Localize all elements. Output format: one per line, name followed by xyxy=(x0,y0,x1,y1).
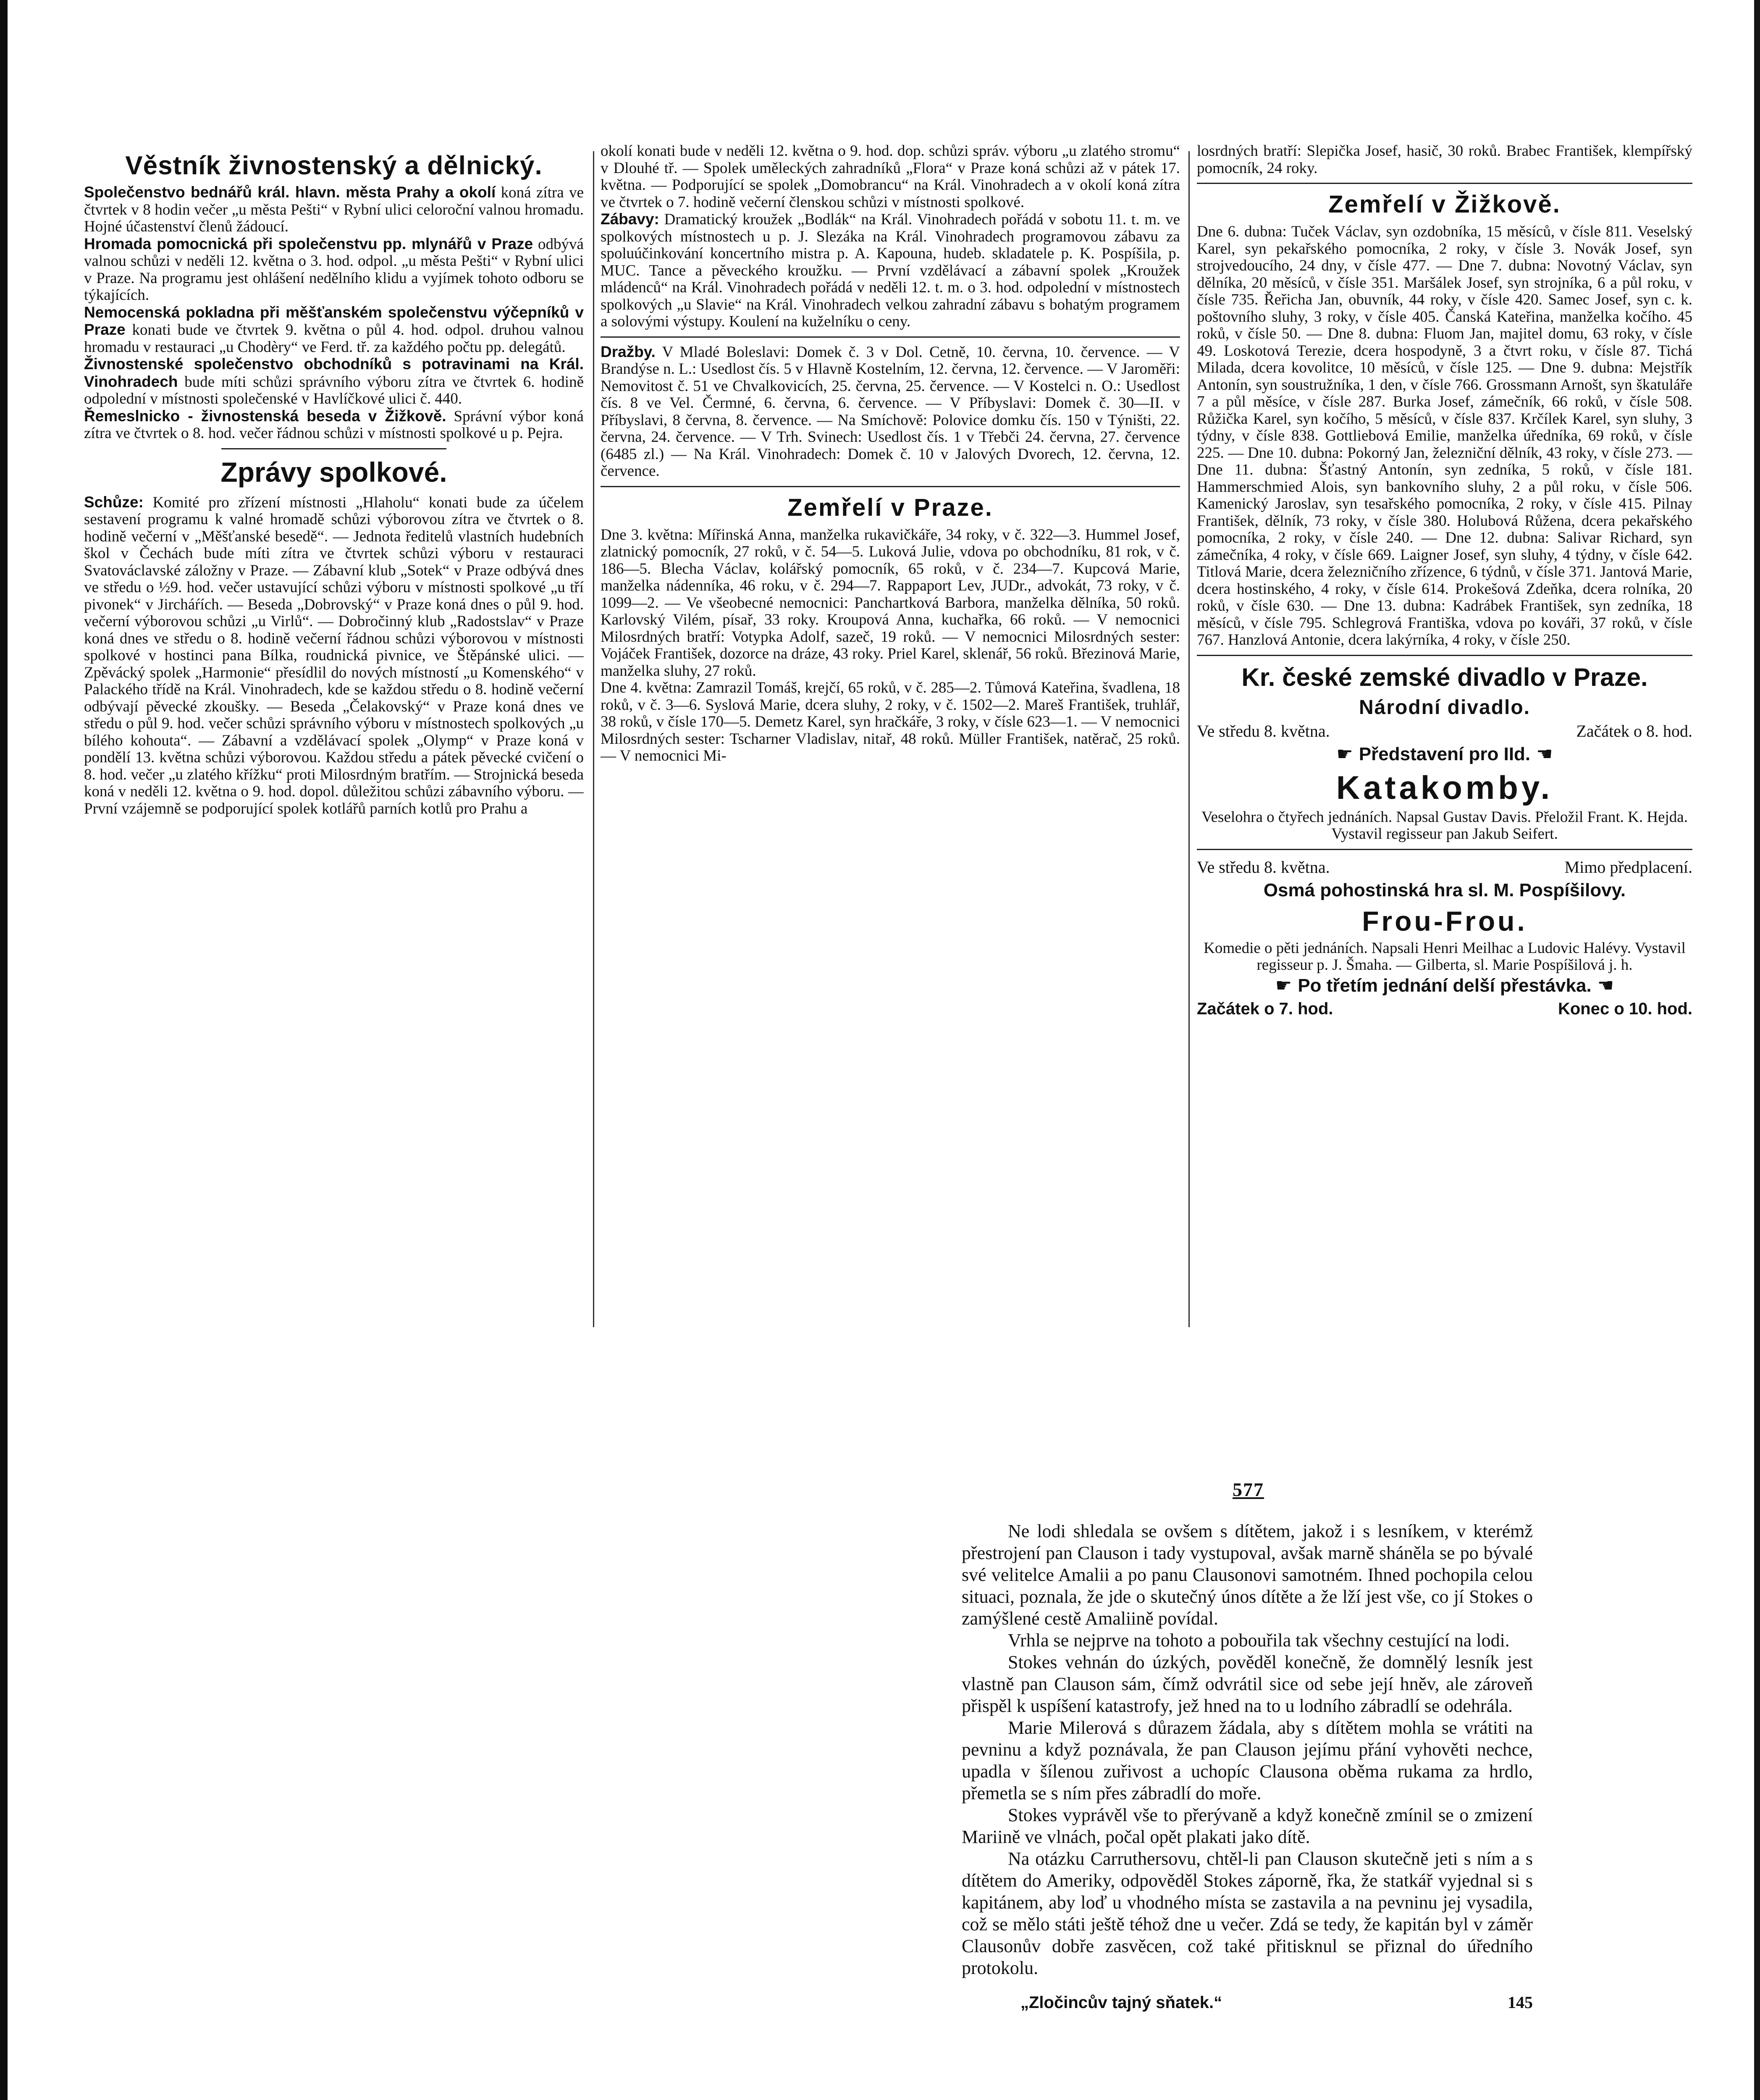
deaths-prague-text-2: Dne 4. května: Zamrazil Tomáš, krejčí, 65 roků, v č. 285—2. Tůmová Kateřina, švadlena, 18 roků, v č. 3—6. Syslová Marie, dcera sluhy, 2 roky, v č. 1502—2. Mareš František, truhlář, 38 roků, v čísle 170—5. Demetz Karel, syn hračkáře, 3 roky, v čísle 623—1. — V nemocnici Milosrdných sester: Tscharner Vladislav, nitař, 48 roků. Müller František, natěrač, 25 roků. — V nemocnici Mi- xyxy=(601,679,1180,764)
pointing-hand-icon: ☛ xyxy=(1275,975,1292,996)
novel-paragraph: Ne lodi shledala se ovšem s dítětem, jakož i s lesníkem, v kterémž přestrojení pan Clauson i tady vystupoval, avšak marně sháněla se po bývalé své velitelce Amalii a po panu Clausonovi samotném. Ihned pochopila celou situaci, poznala, že jde o skutečný únos dítěte a že lží jest vše, co jí Stokes o zamýšlené cestě Amaliině povídal. xyxy=(962,1521,1533,1629)
section-title: Zprávy spolkové. xyxy=(220,456,447,488)
notice xyxy=(84,356,584,408)
novel-footer-title: „Zločincův tajný sňatek.“ xyxy=(1020,1993,1222,2012)
divider xyxy=(1197,849,1692,850)
notice-body: koná zítra ve čtvrtek v 8 hodin večer „u města Pešti“ v Rybní ulici celoroční valnou hromadu. Hojné účastenství členů žádoucí. xyxy=(84,184,584,235)
zabavy-body: Dramatický kroužek „Bodlák“ na Král. Vinohradech pořádá v sobotu 11. t. m. ve spolkových místnostech u p. J. Slezáka na Král. Vinohradech programovou zábavu za spoluúčinkování koncertního mistra p. A. Kapouna, hudeb. skladatele p. K. Pospíšila, p. MUC. Tance a pěveckého kroužku. — První vzdělávací a zábavní spolek „Kroužek mládenců“ na Král. Vinohradech pořádá v neděli 12. t. m. o 3. hod. odpolední v místnostech spolkových „u Slavie“ na Král. Vinohradech velkou zahradní zábavu s bohatým programem a solovými výstupy. Koulení na kuželníku o ceny. xyxy=(601,211,1180,330)
performance-2-date: Ve středu 8. května. xyxy=(1197,857,1330,877)
novel-paragraph: Stokes vehnán do úzkých, pověděl konečně, že domnělý lesník jest vlastně pan Clauson sám, čímž odvrátil sice od sebe její hněv, ale zároveň přispěl k uspíšení katastrofy, jež hned na to u lodního zábradlí se odehrála. xyxy=(962,1652,1533,1716)
notice-body: odbývá valnou schůzi v neděli 12. května o 3. hod. odpol. „u města Pešti“ v Rybní ulici v Praze. Na programu jest ohlášení nedělního klidu a vyjímek tohoto odboru se týkajících. xyxy=(84,235,584,304)
performance-2-start: Začátek o 7. hod. xyxy=(1197,999,1333,1018)
page-number: 577 xyxy=(1233,1479,1264,1500)
spolky-text xyxy=(84,494,584,818)
divider xyxy=(1197,655,1692,656)
notice-body: konati bude ve čtvrtek 9. května o půl 4. hod. odpol. druhou valnou hromadu v restauraci „u Chodèry“ ve Ferd. tř. za každého počtu pp. delegátů. xyxy=(84,321,584,356)
deaths-zizkov-title: Zemřelí v Žižkově. xyxy=(1328,191,1561,218)
performance-2-header xyxy=(1197,856,1692,879)
notice xyxy=(84,184,584,236)
novel-paragraph: Vrhla se nejprve na tohoto a pobouřila tak všechny cestující na lodi. xyxy=(1008,1630,1510,1651)
novel-paragraph: Marie Milerová s důrazem žádala, aby s dítětem mohla se vrátiti na pevninu a když poznávala, že pan Clauson jejímu přání vyhověti nechce, upadla v šílenou zuřivost a uchopíc Clausona oběma rukama za hrdlo, přemetla se s ním přes zábradlí do moře. xyxy=(962,1717,1533,1803)
notice-head: Nemocenská pokladna při měšťanském společenstvu výčepníků v Praze xyxy=(84,303,584,338)
novel-installment xyxy=(962,1520,1533,2013)
play-2-description: Komedie o pěti jednáních. Napsali Henri Meilhac a Ludovic Halévy. Vystavil regisseur p. J. Šmaha. — Gilberta, sl. Marie Pospíšilová j. h. xyxy=(1204,939,1686,974)
performance-2-label: Osmá pohostinská hra sl. M. Pospíšilovy. xyxy=(1263,879,1626,900)
column-left xyxy=(84,143,584,817)
performance-2-note: Mimo předplacení. xyxy=(1564,857,1692,877)
zabavy-text xyxy=(601,211,1180,331)
divider xyxy=(601,486,1180,487)
column-right xyxy=(1197,143,1692,1020)
notice xyxy=(84,408,584,442)
masthead: Věstník živnostenský a dělnický. xyxy=(125,151,543,180)
novel-footer-number: 145 xyxy=(1508,1993,1533,2012)
play-1-title: Katakomby. xyxy=(1336,769,1553,806)
deaths-prague-title: Zemřelí v Praze. xyxy=(787,494,993,521)
notice-head: Hromada pomocnická při společenstvu pp. mlynářů v Praze xyxy=(84,235,533,252)
spolky-continued: okolí konati bude v neděli 12. května o 9. hod. dop. schůzi správ. výboru „u zlatého stromu“ v Dlouhé tř. — Spolek uměleckých zahradníků „Flora“ v Praze koná schůzi až v pátek 17. května. — Podporující se spolek „Domobrancu“ na Král. Vinohradech a v okolí koná zítra ve čtvrtek o 7. hodině večerní členskou schůzi v místnosti spolkové. xyxy=(601,143,1180,211)
deaths-continued: losrdných bratří: Slepička Josef, hasič, 30 roků. Brabec František, klempířský pomocník, 24 roky. xyxy=(1197,143,1692,177)
drazby-body: V Mladé Boleslavi: Domek č. 3 v Dol. Cetně, 10. června, 10. července. — V Brandýse n. L.: Usedlost čís. 5 v Hlavně Kostelním, 12. června, 12. července. — V Jaroměři: Nemovitost č. 51 ve Chvalkovicích, 25. června, 25. července. — V Kostelci n. O.: Usedlost čís. 8 ve Vel. Čermné, 6. června, 6. července. — V Příbyslavi: Domek č. 30—II. v Příbyslavi, 8 června, 8. července. — Na Smíchově: Polovice domku čís. 150 v Týništi, 22. června, 24. července. — V Trh. Svinech: Usedlost čís. 1 v Třebči 24. června, 27. července (6485 zl.) — Na Král. Vinohradech: Domek č. 10 v Jalových Dvorech, 12. června, 12. července. xyxy=(601,343,1180,480)
drazby-lead: Dražby. xyxy=(601,343,656,360)
scan-edge-right xyxy=(1754,0,1760,2100)
zabavy-lead: Zábavy: xyxy=(601,210,659,228)
performance-1-label-row xyxy=(1197,743,1692,766)
theatre-subtitle: Národní divadlo. xyxy=(1359,696,1531,719)
deaths-prague-text: Dne 3. května: Mířinská Anna, manželka rukavičkáře, 34 roky, v č. 322—3. Hummel Josef, zlatnický pomocník, 27 roků, v č. 54—5. Luková Julie, vdova po obchodníku, 81 rok, v č. 186—5. Blecha Václav, kolářský pomocník, 65 roků, v č. 234—7. Kupcová Marie, manželka nádenníka, 46 roku, v č. 294—7. Rappaport Lev, JUDr., advokát, 73 roky, v č. 1099—2. — Ve všeobecné nemocnici: Panchartková Barbora, manželka dělníka, 50 roků. Karlovský Vilém, písař, 33 roky. Kroupová Anna, kuchařka, 66 roků. — V nemocnici Milosrdných bratří: Votypka Adolf, sazeč, 19 roků. — V nemocnici Milosrdných sester: Vojáček František, dozorce na dráze, 43 roky. Priel Karel, sklenář, 56 roků. Březinová Marie, manželka sluhy, 27 roků. xyxy=(601,526,1180,680)
notice-body: Správní výbor koná zítra ve čtvrtek o 8. hod. večer řádnou schůzi v místnosti spolkové u p. Pejra. xyxy=(84,407,584,442)
drazby-text xyxy=(601,344,1180,480)
notice-body: bude míti schůzi správního výboru zítra ve čtvrtek 6. hodině odpolední v místnosti společenské v Havlíčkové ulici č. 440. xyxy=(84,373,584,407)
divider xyxy=(1197,183,1692,184)
novel-paragraph: Stokes vyprávěl vše to přerývaně a když konečně zmínil se o zmizení Mariině ve vlnách, počal opět plakati jako dítě. xyxy=(962,1805,1533,1847)
theatre-title: Kr. české zemské divadlo v Praze. xyxy=(1241,663,1648,691)
performance-1-label: Představení pro IId. xyxy=(1359,743,1531,764)
play-2-note: Po třetím jednání delší přestávka. xyxy=(1298,975,1592,996)
spolky-lead: Schůze: xyxy=(84,493,144,511)
pointing-hand-icon: ☚ xyxy=(1597,975,1614,996)
performance-2-times xyxy=(1197,998,1692,1020)
divider xyxy=(221,448,446,449)
notice xyxy=(84,236,584,304)
notice-head: Řemeslnicko - živnostenská beseda v Žižkově. xyxy=(84,407,446,425)
novel-paragraph: Na otázku Carruthersovu, chtěl-li pan Clauson skutečně jeti s ním a s dítětem do Ameriky, odpověděl Stokes záporně, řka, že statkář vyjednal si s kapitánem, aby loď u vhodného místa se zastavila a na pevninu jej vysadila, což se mělo státi ještě téhož dne u večer. Zdá se tedy, že kapitán byl v záměr Clausonův dobře zasvěcen, což také přitisknul se přiznal do úředního protokolu. xyxy=(962,1848,1533,1978)
play-1-description: Veselohra o čtyřech jednáních. Napsal Gustav Davis. Přeložil Frant. K. Hejda. Vystavil regisseur pan Jakub Seifert. xyxy=(1201,808,1688,843)
performance-1-start: Začátek o 8. hod. xyxy=(1576,721,1692,740)
divider xyxy=(601,336,1180,338)
spolky-body: Komité pro zřízení místnosti „Hlaholu“ konati bude za účelem sestavení programu k valné hromadě schůzi výborovou zítra ve čtvrtek o 8. hodině večerní v „Měšťanské besedě“. — Jednota ředitelů vlastních hudebních škol v Čechách bude míti zítra ve čtvrtek schůzi výboru v restauraci Svatováclavské záložny v Praze. — Zábavní klub „Sotek“ v Praze odbývá dnes ve středu o ½9. hod. večer ustavující schůzi výboru v místnosti spolkové „u tří pivonek“ v Jircháŕích. — Beseda „Dobrovský“ v Praze koná dnes o půl 9. hod. večerní výborovou schůzi „u Virlů“. — Dobročinný klub „Radostslav“ v Praze koná dnes ve středu o 8. hodině večerní řádnou schůzi výborovou v místnosti spolkové v hostinci pana Bílka, roudnická pivnice, ve Štěpánské ulici. — Zpěvácký spolek „Harmonie“ přesídlil do nových místností „u Komenského“ v Palackého třídě na Král. Vinohradech, kde se každou středu o 8. hodině večerní odbývají pěvecké zkoušky. — Beseda „Čelakovský“ v Praze koná dnes ve středu o půl 9. hod. večer schůzi správního výboru v místnostech spolkových „u bílého kohouta“. — Zábavní a vzdělávací spolek „Olymp“ v Praze koná v pondělí 13. května schůzi výborovou. Každou středu a pátek pěvecké cvičení o 8. hod. večer „u zlatého křížku“ proti Milosrdným bratřím. — Strojnická beseda koná v neděli 12. května o 9. hod. dopol. důležitou schůzi zábavního výboru. — První vzájemně se podporující spolek kotlářů parních kotlů pro Prahu a xyxy=(84,494,584,817)
deaths-zizkov-text: Dne 6. dubna: Tuček Václav, syn ozdobníka, 15 měsíců, v čísle 811. Veselský Karel, syn pekařského pomocníka, 2 roky, v čísle 3. Novák Josef, syn strojvedoucího, 24 dny, v čísle 477. — Dne 7. dubna: Novotný Václav, syn dělníka, 20 měsíců, v čísle 351. Maršálek Josef, syn strojníka, 6 a půl roku, v čísle 735. Řeřicha Jan, obuvník, 44 roky, v čísle 420. Samec Josef, syn c. k. poštovního sluhy, 3 roky, v čísle 405. Čanská Kateřina, manželka kočího. 45 roků, v čísle 50. — Dne 8. dubna: Fluom Jan, majitel domu, 63 roky, v čísle 49. Loskotová Terezie, dcera hospodyně, 3 a čtvrt roku, v čísle 87. Tichá Milada, dcera kovolitce, 10 měsíců, v čísle 125. — Dne 9. dubna: Mejstřík Antonín, syn soustružníka, 1 den, v čísle 766. Grossmann Arnošt, syn škatuláře 7 a půl měsíce, v čísle 287. Burka Josef, zámečník, 66 roků, v čísle 508. Růžička Karel, syn kočího, 5 měsíců, v čísle 837. Krčílek Karel, syn sluhy, 3 týdny, v čísle 838. Gottliebová Emilie, manželka úředníka, 69 roků, v čísle 225. — Dne 10. dubna: Pokorný Jan, železniční dělník, 43 roky, v čísle 273. — Dne 11. dubna: Šťastný Antonín, syn zedníka, 5 roků, v čísle 181. Hammerschmied Alois, syn bankovního sluhy, 2 a půl roku, v čísle 506. Kamenický Jaroslav, syn tesařského pomocníka, 2 roky, v čísle 415. Pilnay František, dělník, 73 roky, v čísle 380. Holubová Růžena, dcera pekařského pomocníka, 2 roky, v čísle 240. — Dne 12. dubna: Salivar Richard, syn zámečníka, 4 roky, v čísle 669. Laigner Josef, syn sluhy, 4 týdny, v čísle 642. Titlová Marie, dcera železničního zřízence, 6 týdnů, v čísle 371. Jantová Marie, dcera hostinského, 4 roky, v čísle 614. Prokešová Zdeňka, dcera rolníka, 20 roků, v čísle 630. — Dne 13. dubna: Kadrábek František, syn zedníka, 18 měsíců, v čísle 795. Schlegrová Františka, vdova po kováři, 37 roků, v čísle 767. Hanzlová Antonie, dcera lakýrníka, 4 roky, v čísle 250. xyxy=(1197,223,1692,648)
play-2-note-row xyxy=(1197,974,1692,998)
scan-edge-left xyxy=(0,0,8,2100)
column-rule xyxy=(593,151,594,1327)
notice xyxy=(84,304,584,356)
notice-head: Společenstvo bednářů král. hlavn. města Prahy a okolí xyxy=(84,184,496,201)
column-middle xyxy=(601,143,1180,765)
pointing-hand-icon: ☚ xyxy=(1536,743,1553,764)
performance-1-date: Ve středu 8. května. xyxy=(1197,721,1330,740)
performance-2-end: Konec o 10. hod. xyxy=(1558,999,1692,1018)
novel-footer xyxy=(962,1992,1533,2013)
play-2-title: Frou-Frou. xyxy=(1362,905,1527,937)
column-rule xyxy=(1188,151,1190,1327)
notice-head: Živnostenské společenstvo obchodníků s potravinami na Král. Vinohradech xyxy=(84,355,584,390)
performance-1-header xyxy=(1197,720,1692,743)
pointing-hand-icon: ☛ xyxy=(1336,743,1353,764)
